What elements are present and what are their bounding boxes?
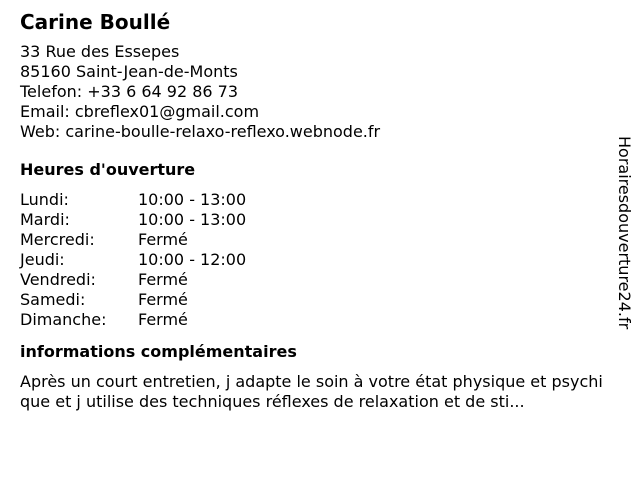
hours-day: Samedi: [20,290,86,309]
hours-row-samedi [20,290,610,310]
hours-row-dimanche [20,310,610,330]
phone-line: Telefon: +33 6 64 92 86 73 [20,82,239,101]
hours-day: Dimanche: [20,310,107,329]
site-watermark: Horairesdouverture24.fr [615,136,634,330]
address-city: 85160 Saint-Jean-de-Monts [20,62,238,81]
business-name: Carine Boullé [20,10,171,34]
hours-row-mercredi [20,230,610,250]
hours-time: Fermé [138,230,188,249]
hours-time: Fermé [138,270,188,289]
email-line: Email: cbreflex01@gmail.com [20,102,260,121]
contact-block [20,42,610,142]
hours-title: Heures d'ouverture [20,160,196,179]
hours-time: 10:00 - 12:00 [138,250,247,269]
address-street: 33 Rue des Essepes [20,42,180,61]
hours-time: Fermé [138,290,188,309]
hours-row-jeudi [20,250,610,270]
info-title: informations complémentaires [20,342,297,361]
hours-day: Mercredi: [20,230,95,249]
hours-row-mardi [20,210,610,230]
hours-time: 10:00 - 13:00 [138,210,247,229]
hours-time: Fermé [138,310,188,329]
hours-time: 10:00 - 13:00 [138,190,247,209]
web-line: Web: carine-boulle-relaxo-reflexo.webnode.fr [20,122,381,141]
hours-row-vendredi [20,270,610,290]
hours-day: Vendredi: [20,270,96,289]
info-description: Après un court entretien, j adapte le soin à votre état physique et psychique et j utilise des techniques réflexes de relaxation et de sti... [20,372,603,411]
hours-day: Mardi: [20,210,70,229]
opening-hours-list [20,190,610,330]
hours-day: Lundi: [20,190,69,209]
hours-day: Jeudi: [20,250,65,269]
business-card [20,8,610,412]
hours-row-lundi [20,190,610,210]
